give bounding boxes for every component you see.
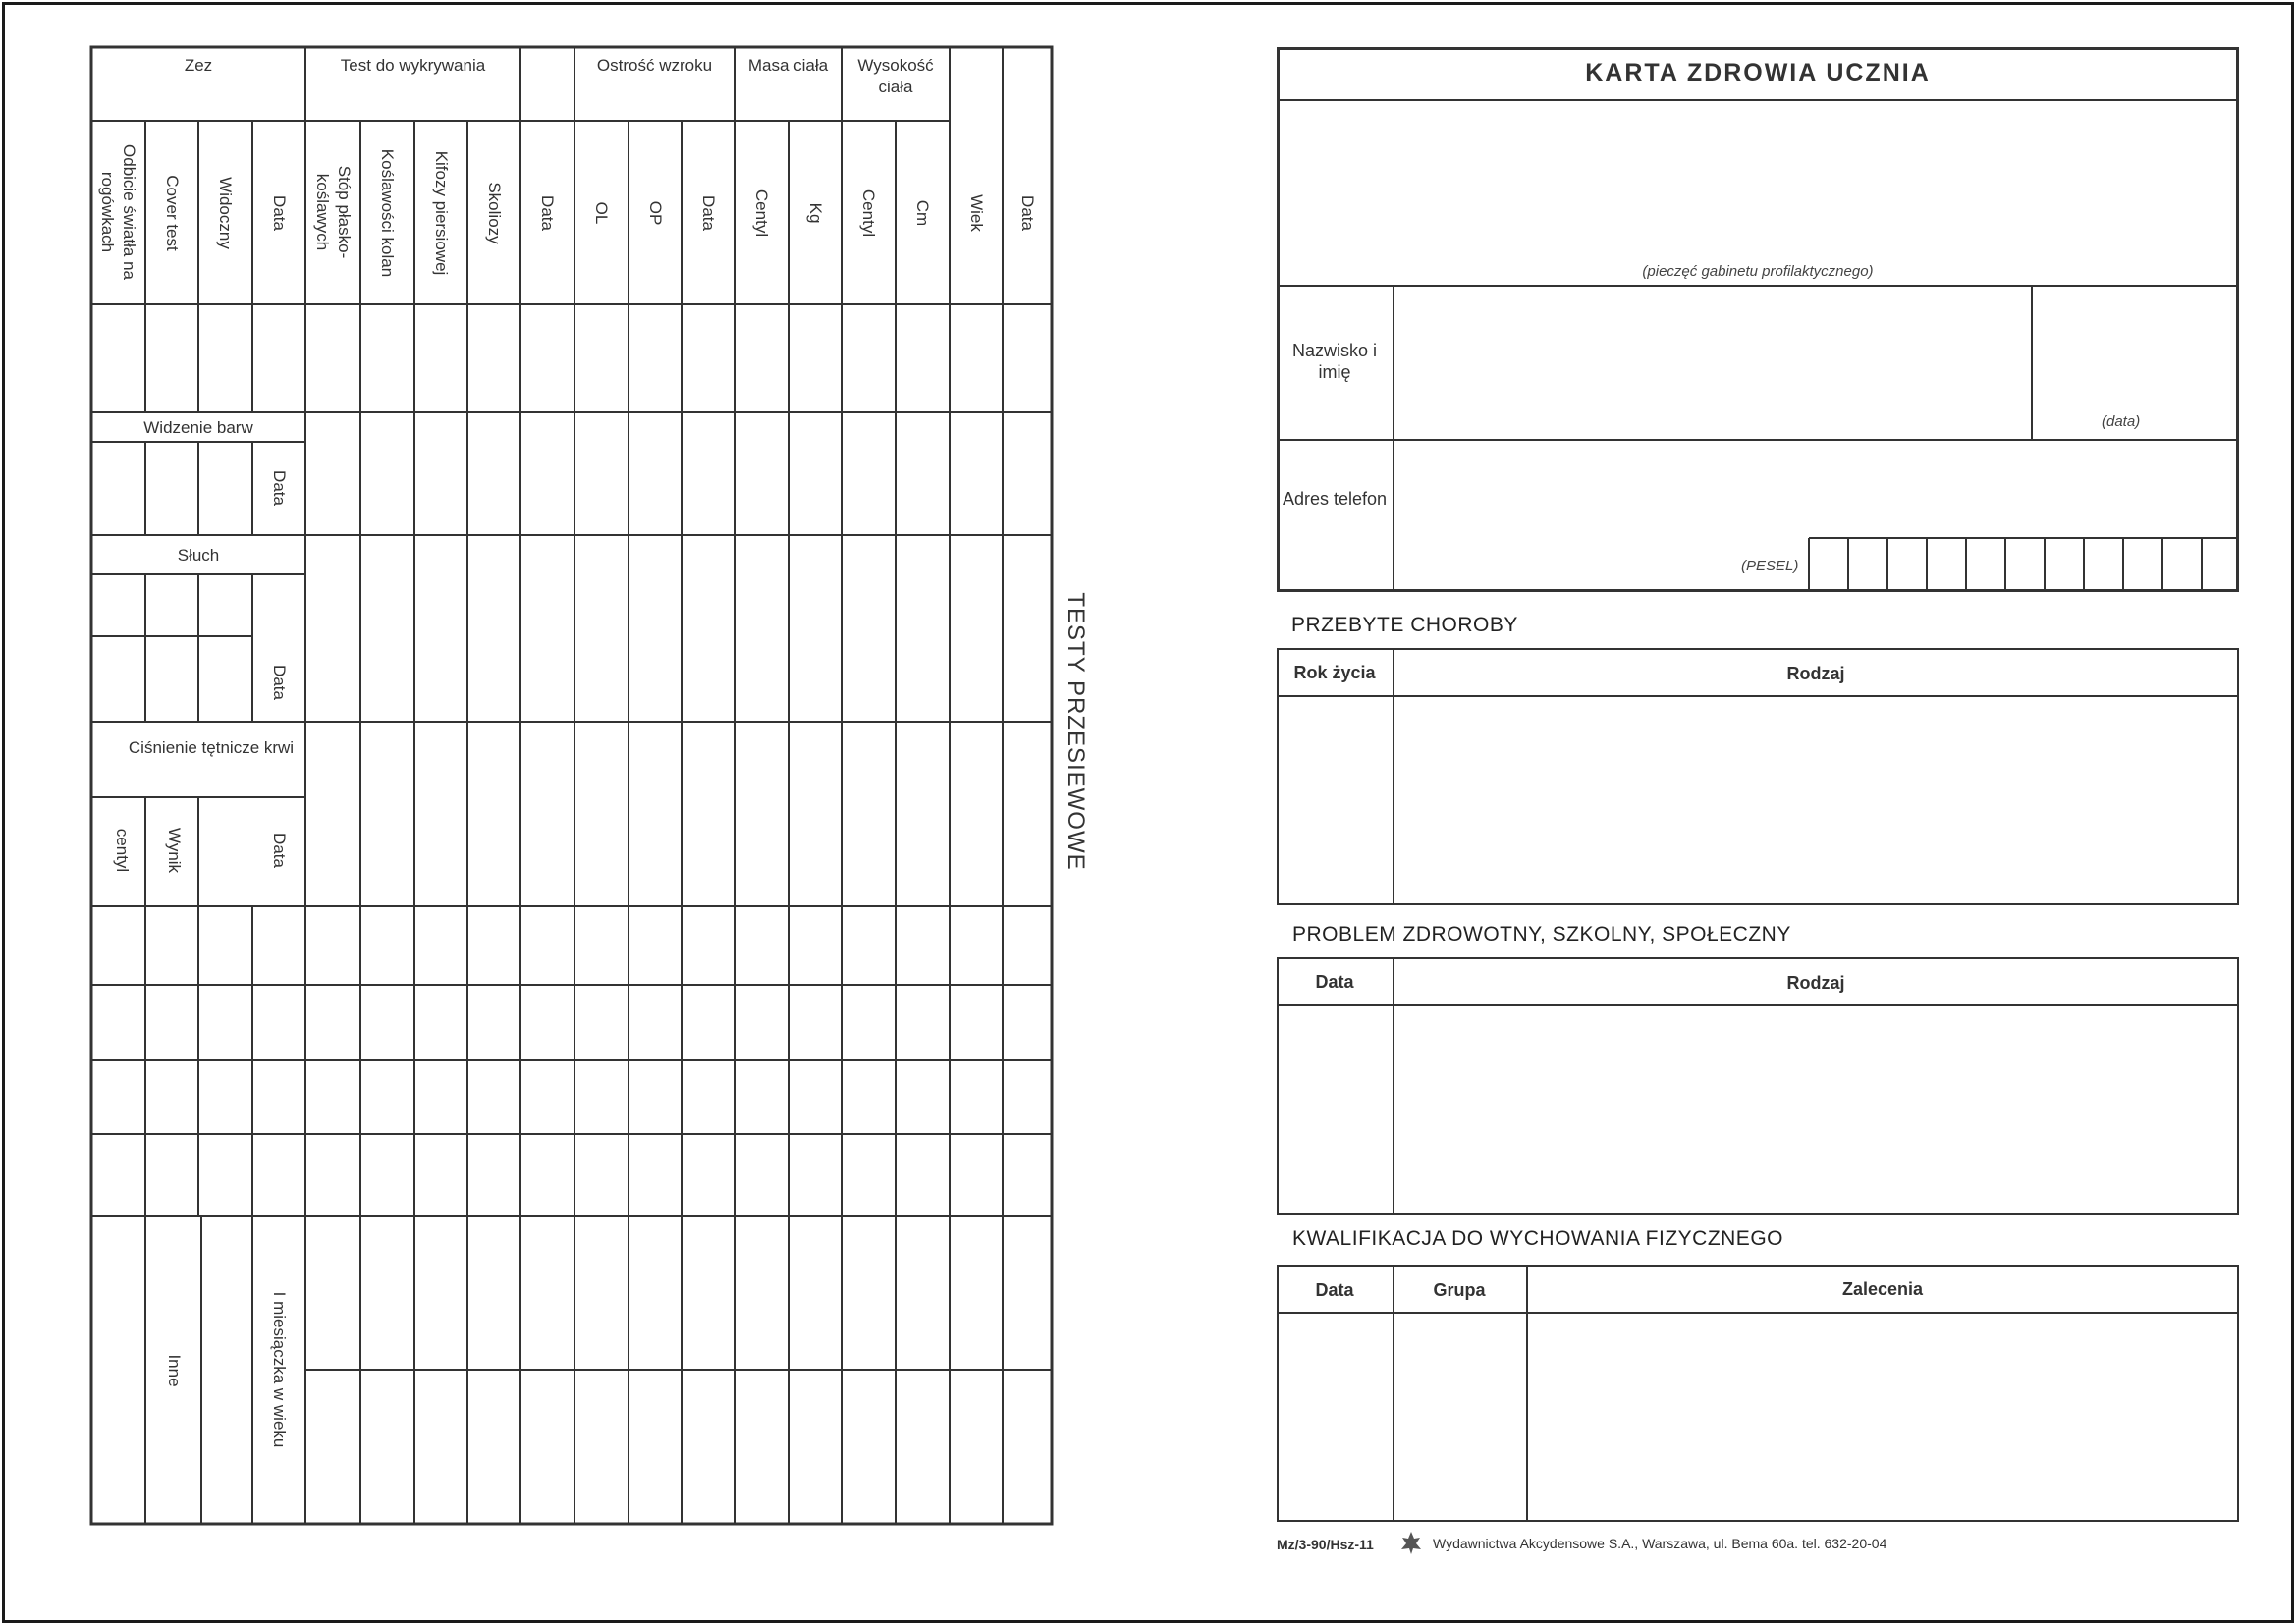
date-note: (data) — [2102, 413, 2141, 430]
col-data-4: Data — [1018, 195, 1037, 231]
pe-col-group: Grupa — [1433, 1280, 1486, 1300]
group-wysokosc: Wysokość ciała — [857, 56, 934, 96]
group-masa: Masa ciała — [747, 56, 829, 75]
col-odbicie: Odbicie światła na rogówkach — [98, 144, 138, 280]
problems-col-type: Rodzaj — [1786, 973, 1845, 993]
publisher-logo-icon — [1400, 1530, 1422, 1555]
section-sluch: Słuch — [177, 546, 220, 565]
pesel-boxes[interactable] — [1807, 537, 2241, 594]
name-label: Nazwisko i imię — [1291, 341, 1378, 382]
pe-col-date: Data — [1315, 1280, 1354, 1300]
card-title: KARTA ZDROWIA UCZNIA — [1585, 59, 1931, 86]
col-centyl-2: Centyl — [859, 189, 878, 238]
col-ol: OL — [592, 201, 611, 225]
col-op: OP — [646, 200, 665, 226]
diseases-col-type: Rodzaj — [1786, 664, 1845, 683]
cisnienie-centyl: centyl — [113, 828, 132, 873]
col-cover: Cover test — [163, 175, 182, 251]
section-cisnienie: Ciśnienie tętnicze krwi — [128, 738, 295, 757]
col-data-3: Data — [699, 195, 718, 231]
col-kifozy: Kifozy piersiowej — [432, 150, 451, 276]
health-card-header — [1277, 47, 2239, 592]
problems-heading: PROBLEM ZDROWOTNY, SZKOLNY, SPOŁECZNY — [1292, 923, 1791, 946]
group-test-wykrywania: Test do wykrywania — [340, 56, 486, 75]
pe-table — [1277, 1265, 2239, 1522]
widzenie-data: Data — [270, 470, 289, 506]
footer-text: Wydawnictwa Akcydensowe S.A., Warszawa, ul. Bema 60a. tel. 632-20-04 — [1433, 1536, 1887, 1551]
cisnienie-data: Data — [270, 833, 289, 868]
col-widoczny: Widoczny — [216, 177, 235, 249]
cisnienie-wynik: Wynik — [165, 827, 184, 874]
diseases-heading: PRZEBYTE CHOROBY — [1291, 614, 1518, 636]
section-widzenie: Widzenie barw — [143, 418, 253, 437]
pe-heading: KWALIFIKACJA DO WYCHOWANIA FIZYCZNEGO — [1292, 1227, 1783, 1250]
col-data-2: Data — [538, 195, 557, 231]
col-data-1: Data — [270, 195, 289, 231]
diseases-col-year: Rok życia — [1293, 663, 1376, 682]
pe-col-recommendations: Zalecenia — [1841, 1279, 1924, 1299]
side-title: TESTY PRZESIEWOWE — [1063, 592, 1089, 871]
pesel-note: (PESEL) — [1741, 558, 1799, 574]
col-centyl-1: Centyl — [752, 189, 771, 238]
col-kg: Kg — [806, 202, 825, 224]
problems-table — [1277, 957, 2239, 1215]
col-stop: Stóp płasko-koślawych — [313, 165, 354, 259]
col-wiek: Wiek — [967, 194, 986, 232]
address-label: Adres telefon — [1282, 489, 1388, 509]
col-skoliozy: Skoliozy — [485, 182, 504, 244]
col-kolan: Koślawości kolan — [378, 148, 397, 278]
diseases-table — [1277, 648, 2239, 905]
miesiaczka-label: I miesiączka w wieku — [270, 1291, 289, 1448]
inne-label: Inne — [165, 1354, 184, 1387]
sluch-data: Data — [270, 665, 289, 700]
footer-code: Mz/3-90/Hsz-11 — [1277, 1537, 1374, 1552]
problems-col-date: Data — [1315, 972, 1354, 992]
group-zez: Zez — [184, 56, 213, 75]
stamp-note: (pieczęć gabinetu profilaktycznego) — [1642, 263, 1874, 280]
group-ostrosc: Ostrość wzroku — [596, 56, 713, 75]
col-cm: Cm — [913, 199, 932, 227]
